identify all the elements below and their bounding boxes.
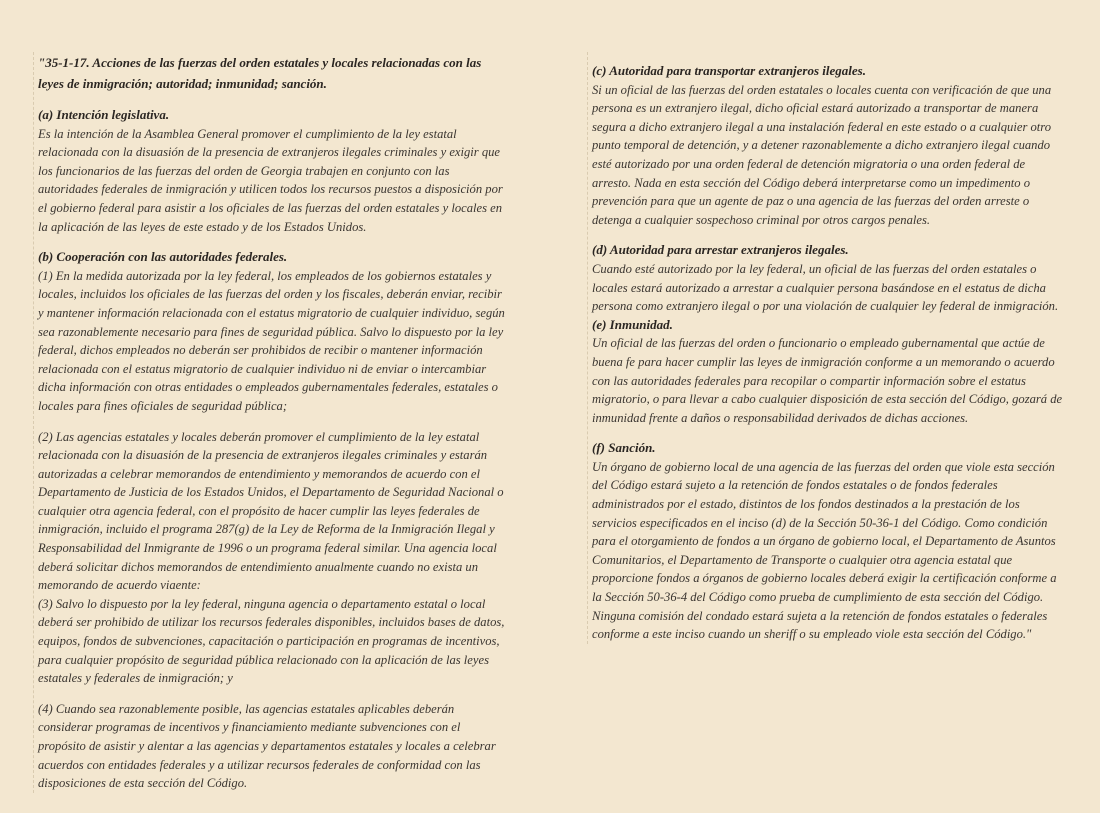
section-e-heading: (e) Inmunidad.	[592, 316, 673, 332]
section-b	[38, 248, 509, 793]
left-column	[33, 52, 509, 793]
section-f-body: Un órgano de gobierno local de una agencia de las fuerzas del orden que viole esta sección del Código estará sujeto a la retención de fondos estatales o de fondos federales administrados por el estado, distintos de los fondos destinados a la prestación de los servicios especificados en el inciso (d) de la Sección 50-36-1 del Código. Como condición para el otorgamiento de fondos a un órgano de gobierno local, el Departamento de Asuntos Comunitarios, el Departamento de Transporte o cualquier otra agencia estatal que proporcione fondos a órganos de gobierno locales deberá exigir la certificación conforme a la Sección 50-36-4 del Código como prueba de cumplimiento de esta sección del Código. Ninguna comisión del condado estará sujeta a la retención de fondos estatales o federales conforme a este inciso cuando un sheriff o su empleado viole esta sección del Código."	[592, 459, 1057, 642]
section-d-body: Cuando esté autorizado por la ley federal, un oficial de las fuerzas del orden estatales o locales estará autorizado a arrestar a cualquier persona basándose en el estatus de dicha persona como extranjero ilegal o por una violación de cualquier ley federal de inmigración.	[592, 261, 1059, 314]
section-b-item-3: (3) Salvo lo dispuesto por la ley federal, ninguna agencia o departamento estatal o local deberá ser prohibido de utilizar los recursos federales disponibles, incluidos bases de datos, equipos, fondos de subvenciones, capacitación o participación en programas de incentivos, para cualquier propósito de seguridad pública relacionado con la aplicación de las leyes estatales y federales de inmigración; y	[38, 596, 505, 686]
section-a	[38, 106, 509, 236]
section-f-heading: (f) Sanción.	[592, 440, 656, 456]
section-a-heading: (a) Intención legislativa.	[38, 107, 170, 122]
section-c	[592, 62, 1065, 229]
section-b-item-2: (2) Las agencias estatales y locales deberán promover el cumplimiento de la ley estatal relacionada con la disuasión de la presencia de extranjeros ilegales criminales y estarán autorizadas a celebrar memorandos de entendimiento y memorandos de acuerdo con el Departamento de Justicia de los Estados Unidos, el Departamento de Seguridad Nacional o cualquier otra agencia federal, con el propósito de hacer cumplir las leyes federales de inmigración, incluido el programa 287(g) de la Ley de Reforma de la Inmigración Ilegal y Responsabilidad del Inmigrante de 1996 o un programa federal similar. Una agencia local deberá solicitar dichos memorandos de entendimiento anualmente cuando no exista un memorando de acuerdo viaente:	[38, 429, 504, 593]
section-b-item-1: (1) En la medida autorizada por la ley federal, los empleados de los gobiernos estatales y locales, incluidos los oficiales de las fuerzas del orden y los fiscales, deberán enviar, recibir y mantener información relacionada con el estatus migratorio de cualquier individuo, según sea razonablemente necesario para fines de seguridad pública. Salvo lo dispuesto por la ley federal, dichos empleados no deberán ser prohibidos de recibir o mantener información relacionada con el estatus migratorio de cualquier individuo ni de enviar o intercambiar dicha información con otras entidades o empleados gubernamentales federales, estatales o locales para fines oficiales de seguridad pública;	[38, 268, 505, 413]
section-c-body: Si un oficial de las fuerzas del orden estatales o locales cuenta con verificación de que una persona es un extranjero ilegal, dicho oficial estará autorizado a transportar de manera segura a dicho extranjero ilegal a una instalación federal en este estado o a cualquier otro punto temporal de detención, y a detener razonablemente a dicho extranjero ilegal cuando esté autorizado por una orden federal de detención migratoria o una orden federal de arresto. Nada en esta sección del Código deberá interpretarse como un impedimento o prevención para que un agente de paz o una agencia de las fuerzas del orden arreste o detenga a cualquier sospechoso criminal por otros cargos penales.	[592, 82, 1052, 227]
section-e	[592, 316, 1065, 428]
section-b-heading: (b) Cooperación con las autoridades federales.	[38, 249, 288, 265]
section-e-body: Un oficial de las fuerzas del orden o funcionario o empleado gubernamental que actúe de buena fe para hacer cumplir las leyes de inmigración conforme a un memorando o acuerdo con las autoridades federales para recopilar o compartir información sobre el estatus migratorio, o para llevar a cabo cualquier disposición de esta sección del Código, gozará de inmunidad frente a daños o responsabilidad derivados de dichas acciones.	[592, 336, 1063, 425]
document-title: "35-1-17. Acciones de las fuerzas del orden estatales y locales relacionadas con las leyes de inmigración; autoridad; inmunidad; sanción.	[38, 55, 482, 91]
section-f	[592, 439, 1065, 644]
section-d-heading: (d) Autoridad para arrestar extranjeros ilegales.	[592, 242, 849, 258]
section-a-body: Es la intención de la Asamblea General promover el cumplimiento de la ley estatal relacionada con la disuasión de la presencia de extranjeros ilegales criminales y exigir que los funcionarios de las fuerzas del orden de Georgia trabajen en conjunto con las autoridades federales de inmigración y utilicen todos los recursos puestos a disposición por el gobierno federal para asistir a los oficiales de las fuerzas del orden estatales y locales en la aplicación de las leyes de este estado y de los Estados Unidos.	[38, 126, 503, 234]
section-d	[592, 241, 1065, 315]
right-column	[587, 52, 1065, 644]
section-c-heading: (c) Autoridad para transportar extranjeros ilegales.	[592, 63, 866, 78]
section-b-item-4: (4) Cuando sea razonablemente posible, las agencias estatales aplicables deberán considerar programas de incentivos y financiamiento mediante subvenciones con el propósito de asistir y alentar a las agencias y departamentos estatales y locales a celebrar acuerdos con entidades federales y a utilizar recursos federales de conformidad con las disposiciones de esta sección del Código.	[38, 701, 496, 791]
